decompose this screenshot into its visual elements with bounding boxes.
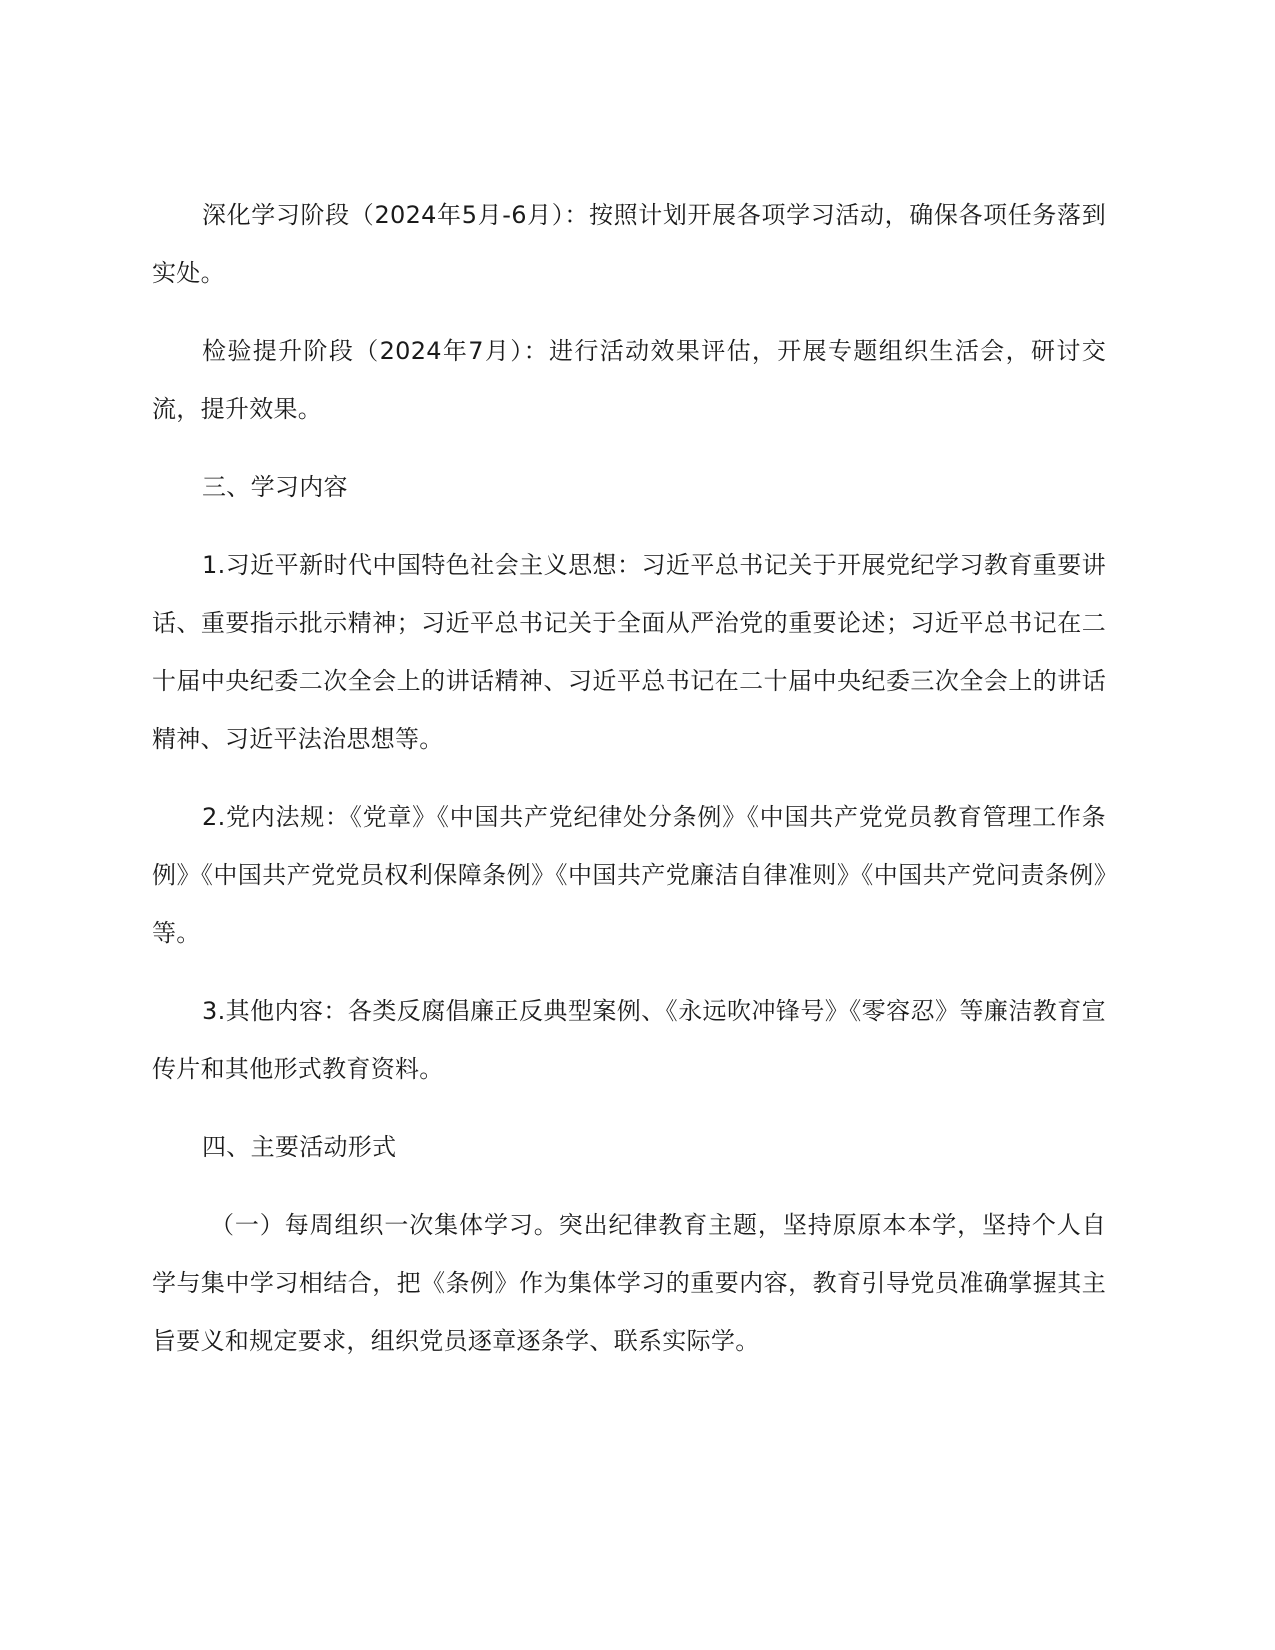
paragraph-stage-verify: 检验提升阶段（2024年7月）：进行活动效果评估，开展专题组织生活会，研讨交流，提升效果。 [152, 337, 1106, 423]
document-body [152, 186, 1106, 1390]
paragraph-stage-deepen: 深化学习阶段（2024年5月-6月）：按照计划开展各项学习活动，确保各项任务落到实处。 [152, 201, 1106, 287]
paragraph-content-regulations: 2.党内法规：《党章》《中国共产党纪律处分条例》《中国共产党党员教育管理工作条例》《中国共产党党员权利保障条例》《中国共产党廉洁自律准则》《中国共产党问责条例》等。 [152, 803, 1106, 947]
paragraph-content-thought: 1.习近平新时代中国特色社会主义思想：习近平总书记关于开展党纪学习教育重要讲话、重要指示批示精神；习近平总书记关于全面从严治党的重要论述；习近平总书记在二十届中央纪委二次全会上的讲话精神、习近平总书记在二十届中央纪委三次全会上的讲话精神、习近平法治思想等。 [152, 551, 1106, 753]
section-heading-activity-forms: 四、主要活动形式 [202, 1133, 397, 1161]
paragraph-activity-weekly-study: （一）每周组织一次集体学习。突出纪律教育主题，坚持原原本本学，坚持个人自学与集中学习相结合，把《条例》作为集体学习的重要内容，教育引导党员准确掌握其主旨要义和规定要求，组织党员逐章逐条学、联系实际学。 [152, 1211, 1106, 1355]
section-heading-learning-content: 三、学习内容 [202, 473, 348, 501]
paragraph-content-other: 3.其他内容：各类反腐倡廉正反典型案例、《永远吹冲锋号》《零容忍》等廉洁教育宣传片和其他形式教育资料。 [152, 997, 1106, 1083]
